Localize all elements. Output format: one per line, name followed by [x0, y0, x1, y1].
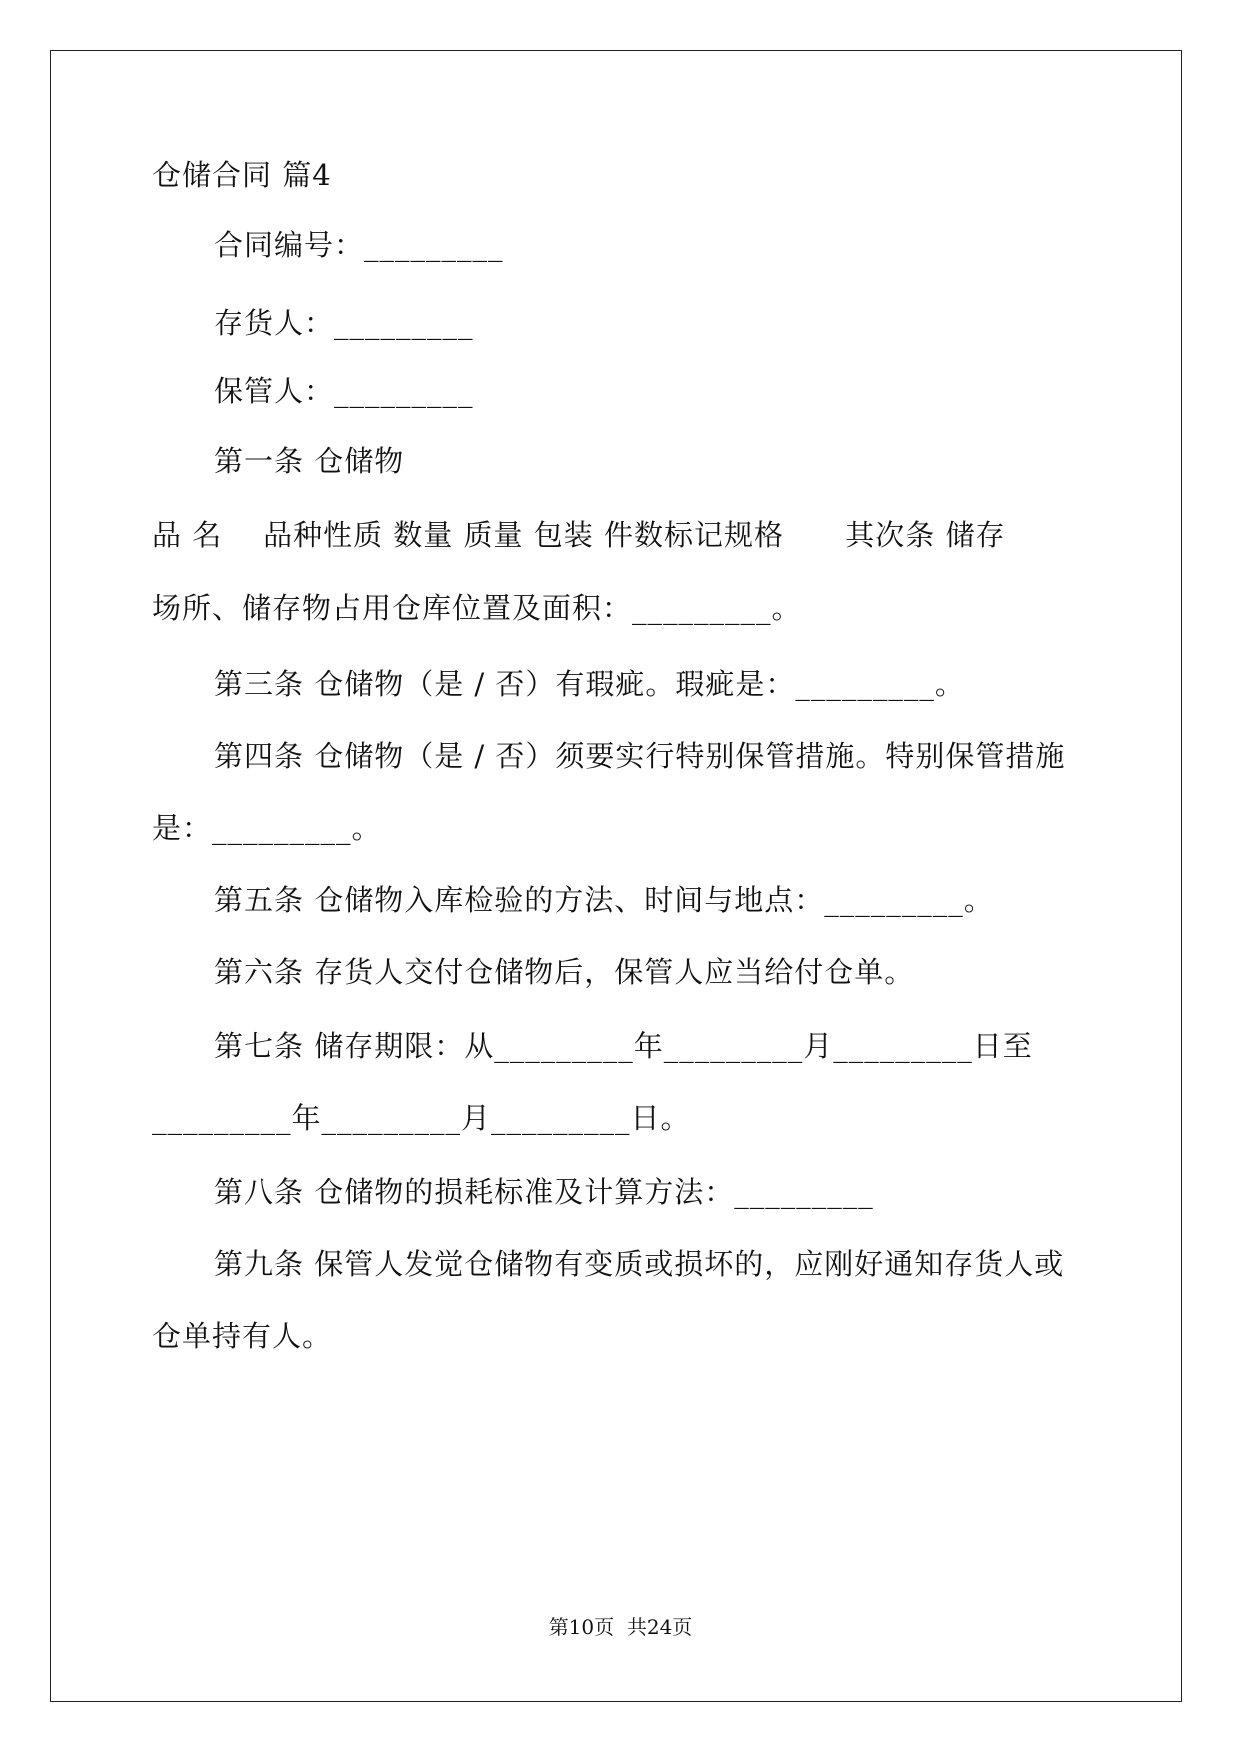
page-number-footer: 第10页 共24页: [548, 1615, 693, 1639]
item-columns-line: 品 名 品种性质 数量 质量 包装 件数标记规格 其次条 储存: [152, 518, 1006, 552]
document-title: 仓储合同 篇4: [152, 158, 332, 192]
article-9-continued: 仓单持有人。: [152, 1319, 333, 1353]
article-4-continued: 是：_________。: [152, 811, 382, 845]
page-border: [50, 50, 1182, 1702]
article-1-heading: 第一条 仓储物: [214, 444, 405, 478]
article-7-continued: _________年_________月_________日。: [152, 1101, 691, 1135]
depositor-line: 存货人：_________: [214, 306, 474, 340]
article-9: 第九条 保管人发觉仓储物有变质或损坏的，应刚好通知存货人或: [214, 1247, 1065, 1281]
custodian-line: 保管人：_________: [214, 374, 474, 408]
article-5: 第五条 仓储物入库检验的方法、时间与地点：_________。: [214, 883, 994, 917]
article-8: 第八条 仓储物的损耗标准及计算方法：_________: [214, 1175, 874, 1209]
article-7: 第七条 储存期限：从_________年_________月_________日至: [214, 1029, 1033, 1063]
contract-number-line: 合同编号：_________: [214, 228, 504, 262]
article-6: 第六条 存货人交付仓储物后，保管人应当给付仓单。: [214, 955, 915, 989]
article-4: 第四条 仓储物（是 / 否）须要实行特别保管措施。特别保管措施: [214, 739, 1066, 773]
article-3: 第三条 仓储物（是 / 否）有瑕疵。瑕疵是：_________。: [214, 667, 965, 701]
article-2-continued: 场所、储存物占用仓库位置及面积：_________。: [152, 591, 802, 625]
